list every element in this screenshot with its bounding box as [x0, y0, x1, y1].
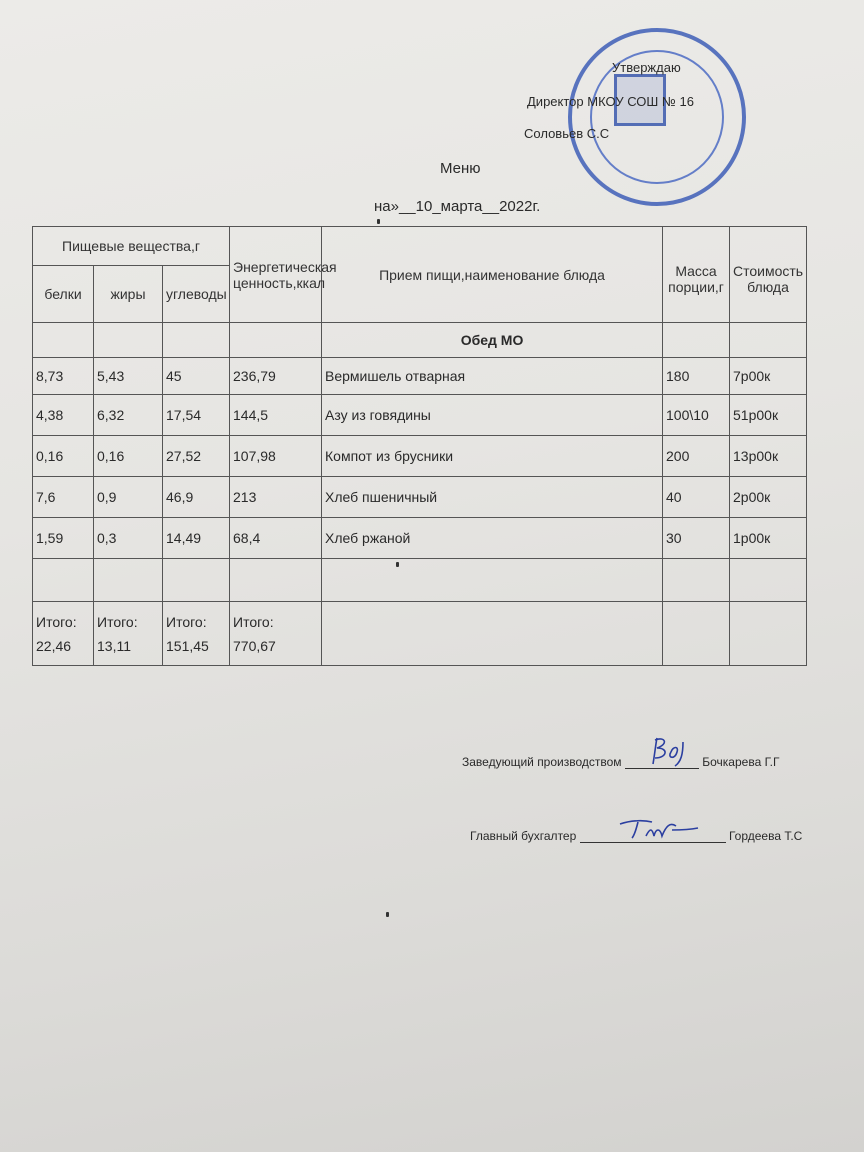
cell-mass: 40 [663, 477, 730, 518]
cell-cost: 13р00к [730, 436, 807, 477]
cell-name: Хлеб ржаной [322, 518, 663, 559]
energy-header: Энергетическая ценность,ккал [230, 227, 322, 323]
fat-header: жиры [94, 265, 163, 322]
mass-header: Масса порции,г [663, 227, 730, 323]
accountant-signature-line [470, 828, 802, 843]
accountant-role: Главный бухгалтер [470, 829, 577, 843]
cell-carbs: 27,52 [163, 436, 230, 477]
cell-energy: 107,98 [230, 436, 322, 477]
table-row [33, 395, 807, 436]
section-row [33, 323, 807, 358]
table-header-row [33, 227, 807, 266]
manager-name: Бочкарева Г.Г [702, 755, 780, 769]
cell-name: Компот из брусники [322, 436, 663, 477]
table-row [33, 518, 807, 559]
cell-carbs: 14,49 [163, 518, 230, 559]
table-row [33, 477, 807, 518]
cell-mass: 200 [663, 436, 730, 477]
manager-signature-line [462, 754, 779, 769]
cell-fat: 5,43 [94, 358, 163, 395]
total-fat: Итого: 13,11 [94, 602, 163, 666]
cell-protein: 4,38 [33, 395, 94, 436]
director-name: Соловьев С.С [524, 126, 610, 141]
manager-signature-icon [625, 754, 699, 769]
protein-header: белки [33, 265, 94, 322]
table-row [33, 436, 807, 477]
cell-fat: 0,3 [94, 518, 163, 559]
cell-name: Вермишель отварная [322, 358, 663, 395]
cell-mass: 180 [663, 358, 730, 395]
ink-dot [386, 912, 389, 917]
cell-protein: 0,16 [33, 436, 94, 477]
cell-cost: 1р00к [730, 518, 807, 559]
cell-fat: 0,16 [94, 436, 163, 477]
cell-mass: 100\10 [663, 395, 730, 436]
page-title: Меню [440, 160, 481, 177]
cell-fat: 6,32 [94, 395, 163, 436]
empty-row [33, 559, 807, 602]
cell-energy: 68,4 [230, 518, 322, 559]
cell-protein: 1,59 [33, 518, 94, 559]
director-label: Директор МКОУ СОШ № 16 [527, 94, 694, 109]
approve-label: Утверждаю [612, 60, 681, 75]
official-seal-icon [568, 28, 746, 206]
cell-cost: 2р00к [730, 477, 807, 518]
section-title: Обед МО [322, 323, 663, 358]
ink-dot [377, 219, 380, 224]
cell-fat: 0,9 [94, 477, 163, 518]
cell-protein: 8,73 [33, 358, 94, 395]
accountant-name: Гордеева Т.С [728, 829, 803, 843]
cell-cost: 51р00к [730, 395, 807, 436]
cell-carbs: 45 [163, 358, 230, 395]
total-carbs: Итого: 151,45 [163, 602, 230, 666]
menu-table [32, 226, 807, 666]
nutrients-header: Пищевые вещества,г [33, 227, 230, 266]
table-row [33, 358, 807, 395]
carbs-header: углеводы [163, 265, 230, 322]
cell-energy: 144,5 [230, 395, 322, 436]
accountant-signature-icon [580, 828, 726, 843]
manager-role: Заведующий производством [462, 755, 622, 769]
cell-name: Хлеб пшеничный [322, 477, 663, 518]
cell-cost: 7р00к [730, 358, 807, 395]
cell-carbs: 17,54 [163, 395, 230, 436]
total-protein: Итого: 22,46 [33, 602, 94, 666]
meal-header: Прием пищи,наименование блюда [322, 227, 663, 323]
cell-carbs: 46,9 [163, 477, 230, 518]
cell-protein: 7,6 [33, 477, 94, 518]
cell-energy: 236,79 [230, 358, 322, 395]
totals-row [33, 602, 807, 666]
cell-name: Азу из говядины [322, 395, 663, 436]
cost-header: Стоимость блюда [730, 227, 807, 323]
total-energy: Итого: 770,67 [230, 602, 322, 666]
cell-energy: 213 [230, 477, 322, 518]
cell-mass: 30 [663, 518, 730, 559]
menu-date: на»__10_марта__2022г. [374, 198, 541, 215]
